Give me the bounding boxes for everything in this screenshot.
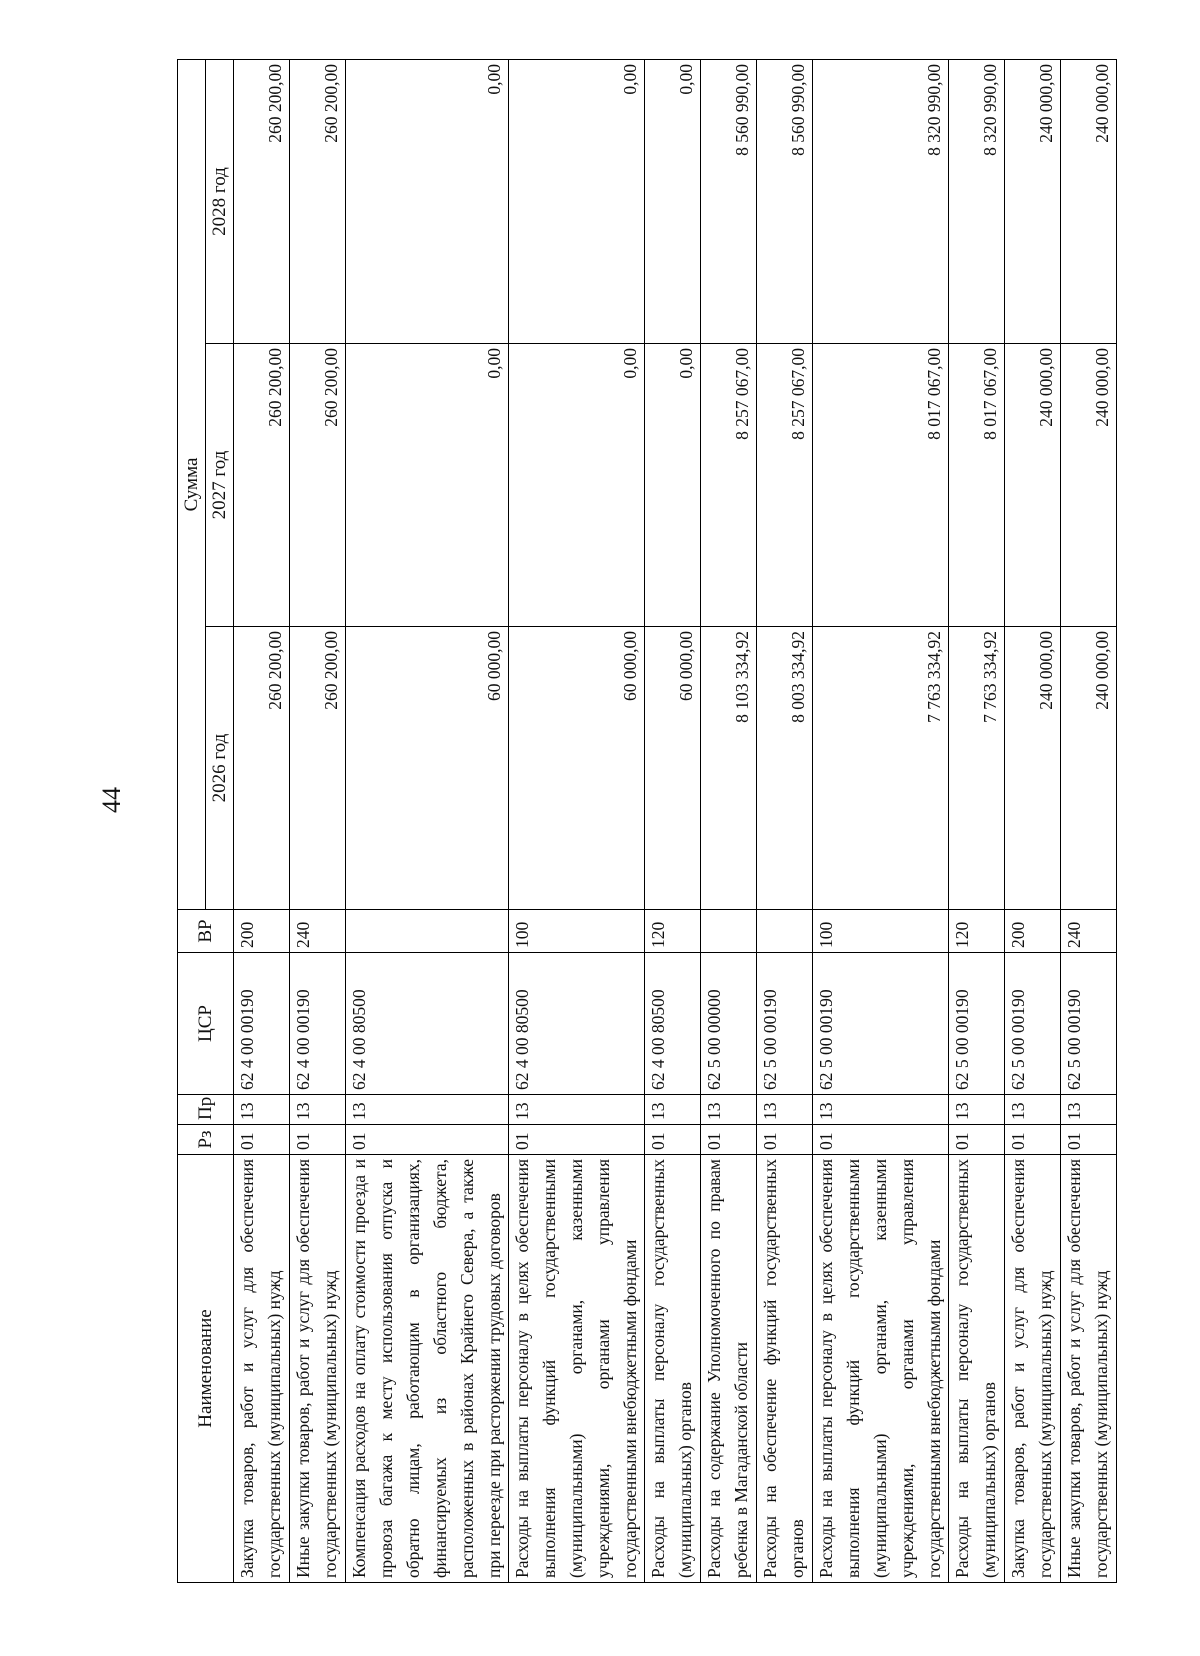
cell-y2027: 0,00 [645, 344, 701, 627]
cell-csr: 62 5 00 00190 [757, 953, 813, 1095]
cell-rz: 01 [949, 1125, 1005, 1155]
cell-y2028: 0,00 [645, 60, 701, 344]
cell-vr: 100 [813, 910, 949, 953]
table-body [234, 60, 1117, 1583]
cell-csr: 62 5 00 00190 [949, 953, 1005, 1095]
cell-pr: 13 [949, 1095, 1005, 1125]
cell-csr: 62 5 00 00190 [813, 953, 949, 1095]
cell-y2026: 8 103 334,92 [701, 627, 757, 910]
header-name: Наименование [178, 1155, 234, 1583]
cell-y2026: 60 000,00 [645, 627, 701, 910]
budget-table-container [177, 60, 1112, 1583]
table-row [509, 60, 645, 1583]
cell-name: Расходы на содержание Уполномоченного по правам ребенка в Магаданской области [701, 1155, 757, 1583]
cell-y2028: 0,00 [346, 60, 509, 344]
cell-y2027: 240 000,00 [1061, 344, 1117, 627]
cell-y2027: 8 017 067,00 [949, 344, 1005, 627]
table-row [346, 60, 509, 1583]
cell-y2027: 0,00 [346, 344, 509, 627]
cell-pr: 13 [1061, 1095, 1117, 1125]
cell-rz: 01 [1005, 1125, 1061, 1155]
cell-vr: 200 [1005, 910, 1061, 953]
table-row [701, 60, 757, 1583]
cell-name: Расходы на выплаты персоналу в целях обеспечения выполнения функций государственными (муниципальными) органами, казенными учреждениями, органами управления государственными внебюджетными фондами [813, 1155, 949, 1583]
cell-csr: 62 4 00 80500 [509, 953, 645, 1095]
table-row [234, 60, 290, 1583]
cell-name: Расходы на выплаты персоналу государственных (муниципальных) органов [645, 1155, 701, 1583]
header-vr: ВР [178, 910, 234, 953]
table-row [645, 60, 701, 1583]
cell-y2028: 8 560 990,00 [701, 60, 757, 344]
cell-name: Расходы на выплаты персоналу в целях обеспечения выполнения функций государственными (муниципальными) органами, казенными учреждениями, органами управления государственными внебюджетными фондами [509, 1155, 645, 1583]
cell-vr: 100 [509, 910, 645, 953]
cell-y2026: 260 200,00 [290, 627, 346, 910]
cell-y2027: 8 257 067,00 [757, 344, 813, 627]
cell-csr: 62 5 00 00190 [1061, 953, 1117, 1095]
cell-y2026: 60 000,00 [509, 627, 645, 910]
cell-pr: 13 [346, 1095, 509, 1125]
cell-pr: 13 [645, 1095, 701, 1125]
header-pr: Пр [178, 1095, 234, 1125]
cell-pr: 13 [234, 1095, 290, 1125]
table-row [1005, 60, 1061, 1583]
cell-csr: 62 5 00 00000 [701, 953, 757, 1095]
cell-pr: 13 [290, 1095, 346, 1125]
cell-y2028: 8 560 990,00 [757, 60, 813, 344]
cell-pr: 13 [1005, 1095, 1061, 1125]
cell-rz: 01 [645, 1125, 701, 1155]
cell-y2027: 260 200,00 [290, 344, 346, 627]
cell-csr: 62 4 00 80500 [346, 953, 509, 1095]
header-sum: Сумма [178, 60, 206, 910]
page-number: 44 [97, 787, 126, 813]
cell-y2026: 240 000,00 [1005, 627, 1061, 910]
cell-name: Иные закупки товаров, работ и услуг для обеспечения государственных (муниципальных) нужд [290, 1155, 346, 1583]
cell-y2027: 0,00 [509, 344, 645, 627]
cell-y2028: 8 320 990,00 [949, 60, 1005, 344]
cell-y2026: 8 003 334,92 [757, 627, 813, 910]
cell-vr [701, 910, 757, 953]
cell-y2026: 7 763 334,92 [813, 627, 949, 910]
cell-rz: 01 [757, 1125, 813, 1155]
header-csr: ЦСР [178, 953, 234, 1095]
cell-y2027: 8 017 067,00 [813, 344, 949, 627]
cell-y2026: 7 763 334,92 [949, 627, 1005, 910]
cell-rz: 01 [813, 1125, 949, 1155]
cell-name: Расходы на выплаты персоналу государственных (муниципальных) органов [949, 1155, 1005, 1583]
table-row [757, 60, 813, 1583]
cell-name: Расходы на обеспечение функций государственных органов [757, 1155, 813, 1583]
header-2027: 2027 год [206, 344, 234, 627]
cell-name: Компенсация расходов на оплату стоимости проезда и провоза багажа к месту использования отпуска и обратно лицам, работающим в организациях, финансируемых из областного бюджета, расположенных в районах Крайнего Севера, а также при переезде при расторжении трудовых договоров [346, 1155, 509, 1583]
cell-rz: 01 [509, 1125, 645, 1155]
cell-rz: 01 [701, 1125, 757, 1155]
cell-name: Закупка товаров, работ и услуг для обеспечения государственных (муниципальных) нужд [234, 1155, 290, 1583]
table-row [1061, 60, 1117, 1583]
header-2028: 2028 год [206, 60, 234, 344]
cell-y2028: 260 200,00 [290, 60, 346, 344]
cell-y2028: 240 000,00 [1005, 60, 1061, 344]
cell-vr [757, 910, 813, 953]
cell-y2026: 240 000,00 [1061, 627, 1117, 910]
cell-name: Закупка товаров, работ и услуг для обеспечения государственных (муниципальных) нужд [1005, 1155, 1061, 1583]
table-row [949, 60, 1005, 1583]
cell-y2027: 240 000,00 [1005, 344, 1061, 627]
cell-csr: 62 5 00 00190 [1005, 953, 1061, 1095]
cell-csr: 62 4 00 80500 [645, 953, 701, 1095]
cell-y2028: 240 000,00 [1061, 60, 1117, 344]
cell-vr: 200 [234, 910, 290, 953]
cell-y2026: 60 000,00 [346, 627, 509, 910]
cell-vr: 240 [1061, 910, 1117, 953]
cell-pr: 13 [813, 1095, 949, 1125]
cell-y2028: 260 200,00 [234, 60, 290, 344]
cell-pr: 13 [701, 1095, 757, 1125]
cell-vr: 120 [645, 910, 701, 953]
cell-csr: 62 4 00 00190 [234, 953, 290, 1095]
cell-vr [346, 910, 509, 953]
cell-y2026: 260 200,00 [234, 627, 290, 910]
header-rz: Рз [178, 1125, 234, 1155]
table-row [290, 60, 346, 1583]
cell-rz: 01 [1061, 1125, 1117, 1155]
header-2026: 2026 год [206, 627, 234, 910]
cell-pr: 13 [757, 1095, 813, 1125]
cell-y2028: 0,00 [509, 60, 645, 344]
cell-vr: 240 [290, 910, 346, 953]
cell-rz: 01 [234, 1125, 290, 1155]
cell-y2027: 8 257 067,00 [701, 344, 757, 627]
cell-name: Иные закупки товаров, работ и услуг для обеспечения государственных (муниципальных) нужд [1061, 1155, 1117, 1583]
cell-vr: 120 [949, 910, 1005, 953]
cell-csr: 62 4 00 00190 [290, 953, 346, 1095]
cell-y2027: 260 200,00 [234, 344, 290, 627]
cell-pr: 13 [509, 1095, 645, 1125]
table-row [813, 60, 949, 1583]
cell-rz: 01 [346, 1125, 509, 1155]
cell-rz: 01 [290, 1125, 346, 1155]
budget-table [177, 59, 1117, 1583]
cell-y2028: 8 320 990,00 [813, 60, 949, 344]
